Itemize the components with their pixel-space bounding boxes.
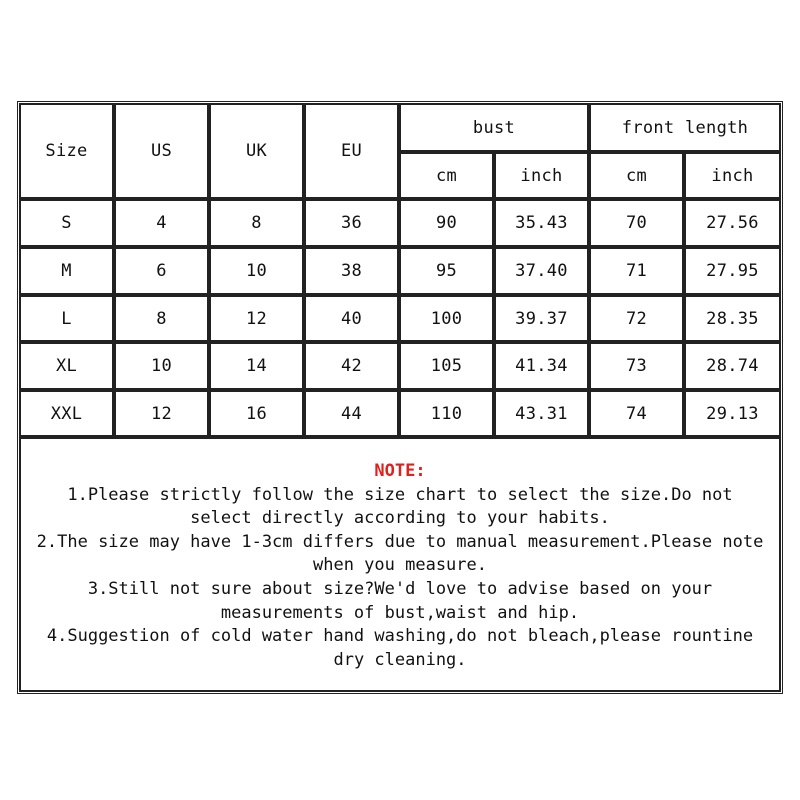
cell-us: 12 — [114, 390, 209, 437]
cell-bust-cm: 90 — [399, 199, 494, 247]
header-bust-cm: cm — [399, 152, 494, 199]
cell-front-inch: 28.35 — [684, 295, 781, 342]
cell-eu: 38 — [304, 247, 399, 295]
cell-front-cm: 71 — [589, 247, 684, 295]
cell-eu: 40 — [304, 295, 399, 342]
cell-eu: 42 — [304, 342, 399, 390]
cell-us: 10 — [114, 342, 209, 390]
cell-size: M — [19, 247, 114, 295]
cell-bust-inch: 39.37 — [494, 295, 589, 342]
cell-front-cm: 70 — [589, 199, 684, 247]
cell-bust-cm: 105 — [399, 342, 494, 390]
header-eu: EU — [304, 103, 399, 199]
cell-size: XL — [19, 342, 114, 390]
cell-front-cm: 72 — [589, 295, 684, 342]
cell-front-cm: 74 — [589, 390, 684, 437]
note-line-4: when you measure. — [313, 555, 487, 576]
cell-front-inch: 27.95 — [684, 247, 781, 295]
note-line-1: 1.Please strictly follow the size chart to select the size.Do not — [67, 484, 733, 505]
cell-eu: 36 — [304, 199, 399, 247]
note-line-7: 4.Suggestion of cold water hand washing,do not bleach,please rountine — [46, 626, 754, 647]
note-line-2: select directly according to your habits. — [190, 508, 610, 529]
cell-bust-inch: 37.40 — [494, 247, 589, 295]
cell-bust-inch: 35.43 — [494, 199, 589, 247]
cell-bust-cm: 100 — [399, 295, 494, 342]
cell-us: 4 — [114, 199, 209, 247]
header-us: US — [114, 103, 209, 199]
cell-size: XXL — [19, 390, 114, 437]
note-line-6: measurements of bust,waist and hip. — [220, 602, 580, 623]
cell-bust-inch: 43.31 — [494, 390, 589, 437]
cell-front-cm: 73 — [589, 342, 684, 390]
header-uk: UK — [209, 103, 304, 199]
cell-front-inch: 27.56 — [684, 199, 781, 247]
cell-uk: 10 — [209, 247, 304, 295]
cell-bust-inch: 41.34 — [494, 342, 589, 390]
note-box — [19, 437, 781, 692]
cell-eu: 44 — [304, 390, 399, 437]
note-line-8: dry cleaning. — [333, 649, 467, 670]
cell-us: 6 — [114, 247, 209, 295]
cell-uk: 16 — [209, 390, 304, 437]
cell-us: 8 — [114, 295, 209, 342]
cell-uk: 14 — [209, 342, 304, 390]
note-line-3: 2.The size may have 1-3cm differs due to manual measurement.Please note — [36, 531, 764, 552]
header-front-cm: cm — [589, 152, 684, 199]
cell-front-inch: 29.13 — [684, 390, 781, 437]
note-title: NOTE: — [374, 461, 426, 481]
header-size: Size — [19, 103, 114, 199]
cell-bust-cm: 95 — [399, 247, 494, 295]
cell-size: L — [19, 295, 114, 342]
cell-uk: 12 — [209, 295, 304, 342]
cell-uk: 8 — [209, 199, 304, 247]
header-bust-inch: inch — [494, 152, 589, 199]
header-front-length: front length — [589, 103, 781, 152]
note-line-5: 3.Still not sure about size?We'd love to advise based on your — [87, 578, 713, 599]
cell-front-inch: 28.74 — [684, 342, 781, 390]
cell-size: S — [19, 199, 114, 247]
cell-bust-cm: 110 — [399, 390, 494, 437]
header-front-inch: inch — [684, 152, 781, 199]
header-bust: bust — [399, 103, 589, 152]
